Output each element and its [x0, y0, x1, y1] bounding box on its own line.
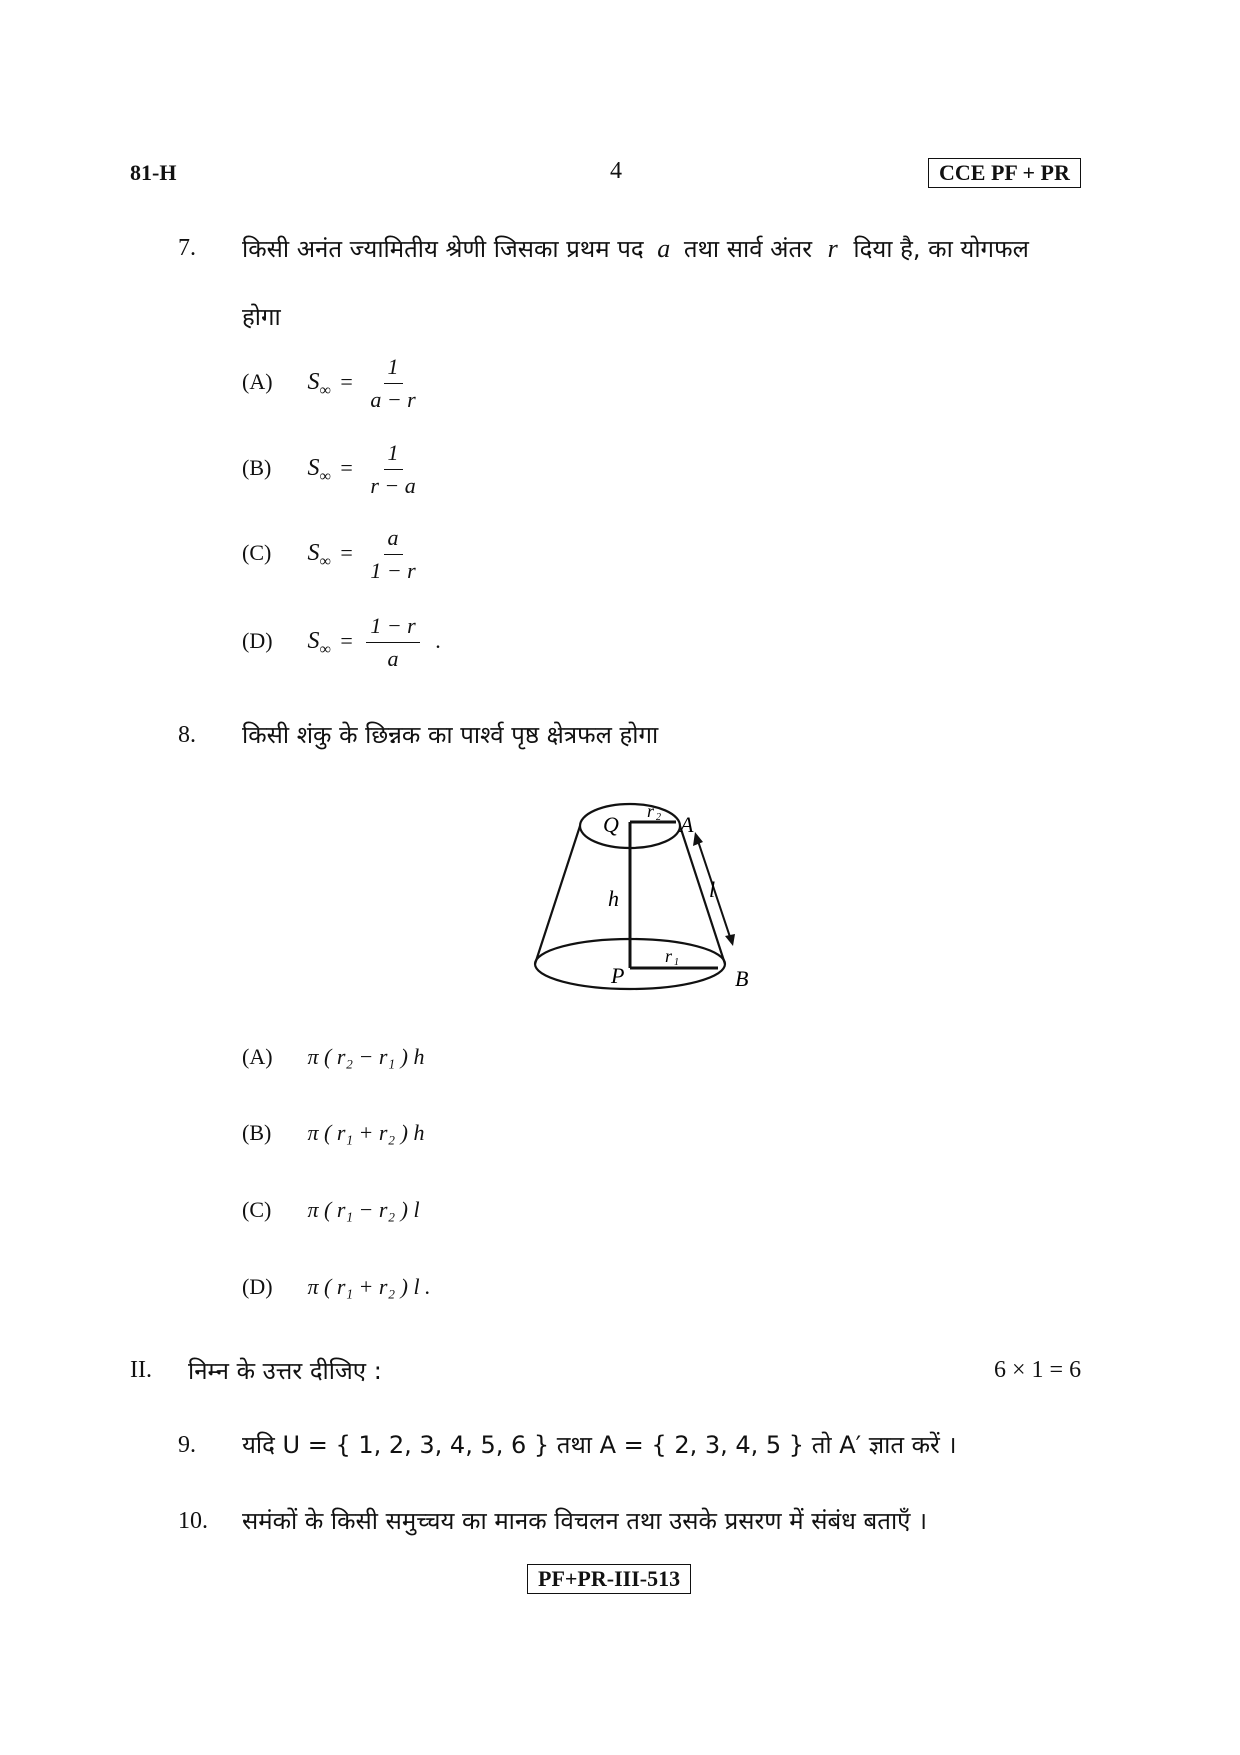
option-b: (B) π ( r₁ + r₂ ) h — [242, 1120, 425, 1145]
option-a: (A) π ( r₂ − r₁ ) h — [242, 1044, 425, 1069]
exam-code-box: CCE PF + PR — [928, 158, 1081, 188]
question-number: 10. — [178, 1508, 208, 1534]
page-number: 4 — [610, 158, 622, 184]
label-h: h — [608, 886, 619, 911]
option-b: (B) $S_\infty$ = $\frac{1}{r - a}$ — [242, 440, 416, 498]
question-number: 7. — [178, 235, 196, 261]
arrow-down-head — [725, 934, 735, 946]
option-c: (C) π ( r₁ − r₂ ) l — [242, 1197, 420, 1222]
section-roman: II. — [130, 1357, 152, 1383]
label-p: P — [611, 963, 625, 988]
section-instruction: निम्न के उत्तर दीजिए : — [188, 1357, 382, 1385]
section-marks: 6 × 1 = 6 — [994, 1357, 1082, 1383]
paper-code: 81-H — [130, 160, 177, 185]
label-r1-sub: 1 — [674, 957, 679, 968]
question-number: 8. — [178, 722, 196, 748]
option-d: (D) π ( r₁ + r₂ ) l . — [242, 1274, 431, 1299]
option-c: (C) $S_\infty$ = $\frac{a}{1 - r}$ — [242, 525, 416, 583]
footer-code-box: PF+PR-III-513 — [527, 1564, 691, 1594]
option-d: (D) $S_\infty$ = $\frac{1 - r}{a}$ . — [242, 613, 441, 671]
label-q: Q — [603, 812, 619, 837]
label-r1: r — [665, 946, 673, 966]
question-text: यदि U = { 1, 2, 3, 4, 5, 6 } तथा A = { 2, 3, 4, 5 } तो A′ ज्ञात करें । — [242, 1431, 957, 1459]
question-text-line-2: होगा — [242, 303, 281, 331]
label-l: l — [709, 877, 716, 902]
question-number: 9. — [178, 1432, 196, 1458]
frustum-figure — [525, 790, 785, 1005]
option-a: (A) $S_\infty$ = $\frac{1}{a - r}$ — [242, 354, 416, 412]
label-a: A — [680, 812, 694, 837]
label-r2: r — [647, 801, 655, 821]
question-text: किसी शंकु के छिन्नक का पार्श्व पृष्ठ क्षेत्रफल होगा — [242, 721, 659, 749]
label-b: B — [735, 966, 749, 991]
question-text-line-1: किसी अनंत ज्यामितीय श्रेणी जिसका प्रथम पद a तथा सार्व अंतर r दिया है, का योगफल — [242, 234, 1029, 263]
question-text: समंकों के किसी समुच्चय का मानक विचलन तथा उसके प्रसरण में संबंध बताएँ । — [242, 1507, 928, 1535]
label-r2-sub: 2 — [656, 812, 661, 823]
arrow-up-head — [693, 832, 703, 846]
